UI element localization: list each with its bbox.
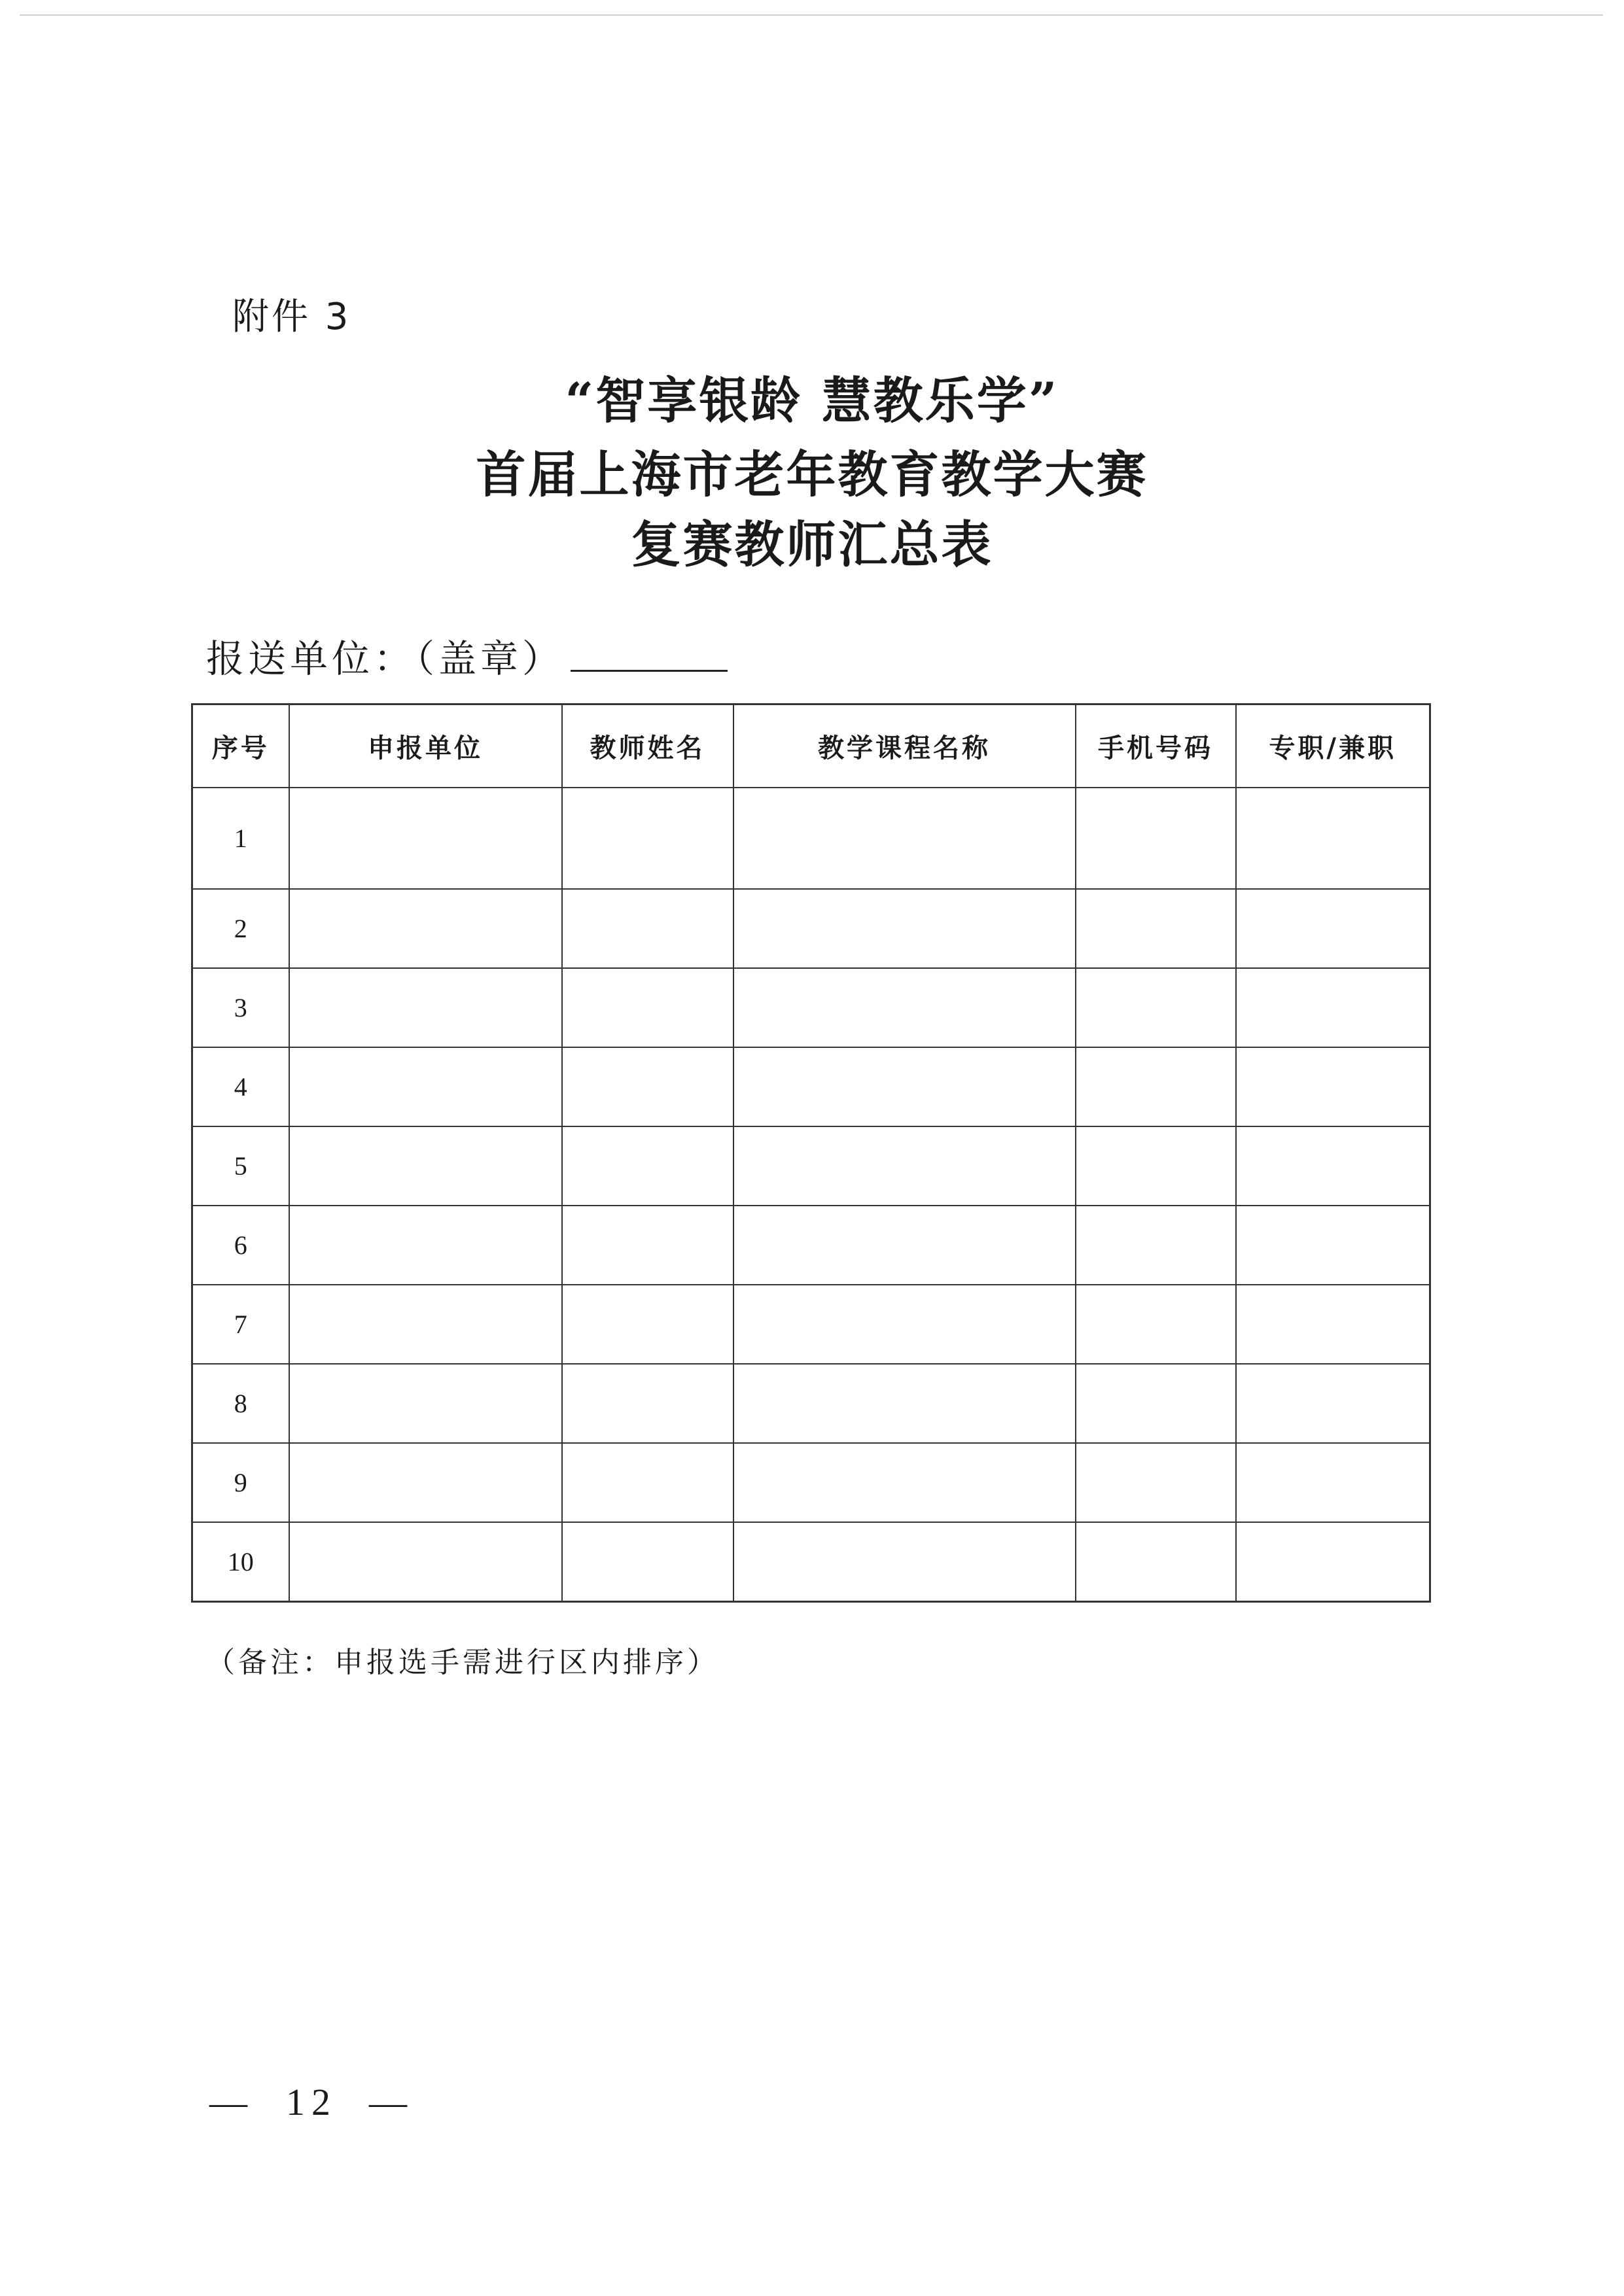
top-edge-rule: [20, 14, 1603, 16]
table-row: [192, 1285, 1430, 1364]
teacher-summary-table: [191, 703, 1431, 1603]
cell-employment-type[interactable]: [1236, 1285, 1430, 1364]
cell-course-name[interactable]: [733, 968, 1076, 1047]
cell-unit[interactable]: [289, 1522, 562, 1601]
cell-unit[interactable]: [289, 788, 562, 889]
table-row: [192, 1364, 1430, 1443]
cell-unit[interactable]: [289, 1364, 562, 1443]
cell-phone[interactable]: [1076, 889, 1236, 968]
row-seq: 1: [192, 788, 289, 889]
header-phone: 手机号码: [1076, 704, 1236, 788]
cell-teacher-name[interactable]: [562, 1285, 733, 1364]
attachment-label: 附件 3: [232, 296, 351, 338]
cell-teacher-name[interactable]: [562, 889, 733, 968]
table-row: [192, 889, 1430, 968]
cell-unit[interactable]: [289, 1443, 562, 1522]
table-row: [192, 1126, 1430, 1206]
row-seq: 5: [192, 1126, 289, 1206]
cell-unit[interactable]: [289, 1126, 562, 1206]
cell-unit[interactable]: [289, 968, 562, 1047]
cell-phone[interactable]: [1076, 968, 1236, 1047]
title-line-3: 复赛教师汇总表: [631, 515, 993, 574]
cell-phone[interactable]: [1076, 1047, 1236, 1126]
cell-employment-type[interactable]: [1236, 788, 1430, 889]
cell-teacher-name[interactable]: [562, 1047, 733, 1126]
sender-field: [206, 628, 728, 683]
cell-course-name[interactable]: [733, 1364, 1076, 1443]
cell-employment-type[interactable]: [1236, 1206, 1430, 1285]
row-seq: 8: [192, 1364, 289, 1443]
cell-teacher-name[interactable]: [562, 1522, 733, 1601]
cell-course-name[interactable]: [733, 1047, 1076, 1126]
cell-employment-type[interactable]: [1236, 1047, 1430, 1126]
table-row: [192, 1443, 1430, 1522]
title-line-2: 首届上海市老年教育教学大赛: [476, 445, 1148, 504]
header-teacher-name: 教师姓名: [562, 704, 733, 788]
row-seq: 7: [192, 1285, 289, 1364]
cell-employment-type[interactable]: [1236, 1364, 1430, 1443]
title-line-1: “智享银龄 慧教乐学”: [565, 372, 1059, 430]
footnote: （备注：申报选手需进行区内排序）: [206, 1646, 719, 1679]
cell-phone[interactable]: [1076, 1126, 1236, 1206]
cell-unit[interactable]: [289, 1285, 562, 1364]
cell-unit[interactable]: [289, 1047, 562, 1126]
cell-teacher-name[interactable]: [562, 1364, 733, 1443]
page-number: — 12 —: [209, 2081, 414, 2123]
row-seq: 9: [192, 1443, 289, 1522]
cell-employment-type[interactable]: [1236, 968, 1430, 1047]
sender-blank-line[interactable]: [571, 632, 728, 672]
cell-course-name[interactable]: [733, 889, 1076, 968]
table-row: [192, 788, 1430, 889]
cell-phone[interactable]: [1076, 788, 1236, 889]
header-course-name: 教学课程名称: [733, 704, 1076, 788]
table-row: [192, 1522, 1430, 1601]
table-row: [192, 1206, 1430, 1285]
cell-course-name[interactable]: [733, 1126, 1076, 1206]
cell-course-name[interactable]: [733, 1206, 1076, 1285]
cell-employment-type[interactable]: [1236, 1522, 1430, 1601]
cell-phone[interactable]: [1076, 1285, 1236, 1364]
cell-teacher-name[interactable]: [562, 1443, 733, 1522]
cell-phone[interactable]: [1076, 1443, 1236, 1522]
cell-course-name[interactable]: [733, 1443, 1076, 1522]
sender-label: 报送单位：（盖章）: [206, 636, 565, 681]
cell-course-name[interactable]: [733, 1522, 1076, 1601]
cell-teacher-name[interactable]: [562, 1126, 733, 1206]
row-seq: 4: [192, 1047, 289, 1126]
cell-unit[interactable]: [289, 889, 562, 968]
row-seq: 2: [192, 889, 289, 968]
header-unit: 申报单位: [289, 704, 562, 788]
cell-teacher-name[interactable]: [562, 968, 733, 1047]
cell-employment-type[interactable]: [1236, 889, 1430, 968]
header-employment-type: 专职/兼职: [1236, 704, 1430, 788]
cell-employment-type[interactable]: [1236, 1126, 1430, 1206]
header-seq: 序号: [192, 704, 289, 788]
row-seq: 10: [192, 1522, 289, 1601]
cell-employment-type[interactable]: [1236, 1443, 1430, 1522]
cell-unit[interactable]: [289, 1206, 562, 1285]
table-header-row: [192, 704, 1430, 788]
cell-course-name[interactable]: [733, 788, 1076, 889]
cell-phone[interactable]: [1076, 1364, 1236, 1443]
table-row: [192, 1047, 1430, 1126]
cell-teacher-name[interactable]: [562, 1206, 733, 1285]
cell-course-name[interactable]: [733, 1285, 1076, 1364]
row-seq: 6: [192, 1206, 289, 1285]
table-row: [192, 968, 1430, 1047]
cell-phone[interactable]: [1076, 1522, 1236, 1601]
cell-teacher-name[interactable]: [562, 788, 733, 889]
row-seq: 3: [192, 968, 289, 1047]
cell-phone[interactable]: [1076, 1206, 1236, 1285]
